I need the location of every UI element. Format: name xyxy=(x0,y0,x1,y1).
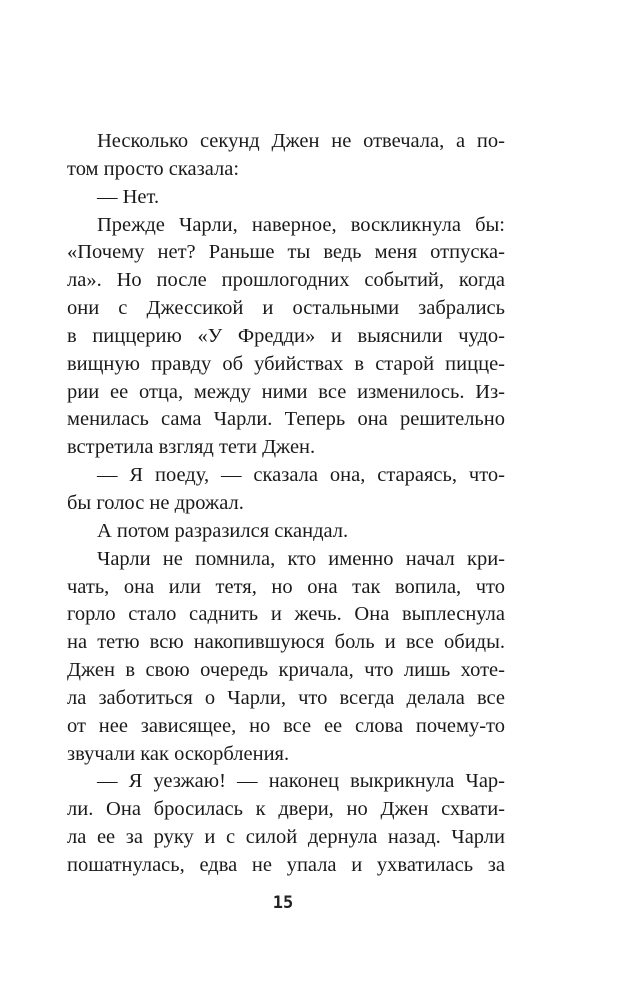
text-line: — Нет. xyxy=(97,185,160,208)
text-line: ла». Но после прошлогодних событий, когда xyxy=(67,269,505,292)
text-line: на тетю всю накопившуюся боль и все обиды. xyxy=(67,631,505,654)
text-line: звучали как оскорбления. xyxy=(67,742,290,765)
text-line: Чарли не помнила, кто именно начал кри- xyxy=(97,547,505,570)
page-number: 15 xyxy=(272,893,294,913)
text-line: том просто сказала: xyxy=(67,157,240,180)
text-line: горло стало саднить и жечь. Она выплеснула xyxy=(67,603,505,626)
text-line: ла заботиться о Чарли, что всегда делала все xyxy=(67,686,505,709)
page-body-text xyxy=(67,128,505,880)
text-line: рии ее отца, между ними все изменилось. Из- xyxy=(67,380,505,403)
text-line: пошатнулась, едва не упала и ухватилась за xyxy=(67,853,505,876)
text-line: ла ее за руку и с силой дернула назад. Чарли xyxy=(67,826,505,849)
text-line: в пиццерию «У Фредди» и выяснили чудо- xyxy=(67,324,505,347)
text-line: они с Джессикой и остальными забрались xyxy=(67,297,505,320)
text-line: «Почему нет? Раньше ты ведь меня отпуска- xyxy=(67,241,505,264)
text-line: менилась сама Чарли. Теперь она решительно xyxy=(67,408,505,431)
text-line: чать, она или тетя, но она так вопила, что xyxy=(67,575,505,598)
text-line: ли. Она бросилась к двери, но Джен схвати- xyxy=(67,798,505,821)
text-line: А потом разразился скандал. xyxy=(97,519,349,542)
text-line: — Я поеду, — сказала она, стараясь, что- xyxy=(97,464,505,487)
text-line: вищную правду об убийствах в старой пицце- xyxy=(67,352,505,375)
text-line: бы голос не дрожал. xyxy=(67,491,244,514)
text-line: Джен в свою очередь кричала, что лишь хоте- xyxy=(67,659,505,682)
text-line: встретила взгляд тети Джен. xyxy=(67,436,316,459)
text-line: — Я уезжаю! — наконец выкрикнула Чар- xyxy=(97,770,505,793)
text-line: Несколько секунд Джен не отвечала, а по- xyxy=(97,130,505,152)
text-line: Прежде Чарли, наверное, воскликнула бы: xyxy=(97,213,505,236)
text-line: от нее зависящее, но все ее слова почему-то xyxy=(67,714,505,737)
